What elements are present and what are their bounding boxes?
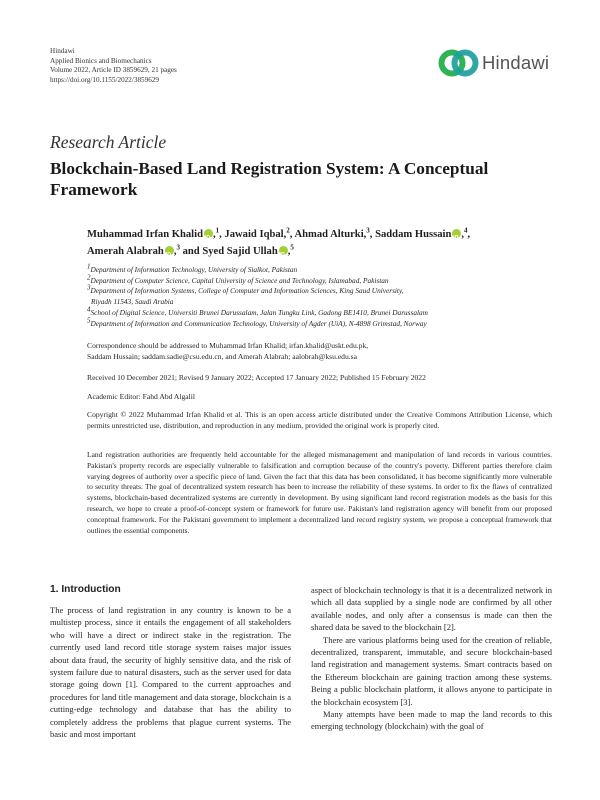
author-affiliation-number: 4 [464,226,468,235]
body-column-right [311,584,552,733]
article-dates: Received 10 December 2021; Revised 9 January 2022; Accepted 17 January 2022; Published 15 February 2022 [87,373,426,382]
affiliation [87,305,567,319]
publisher-name: Hindawi [50,47,75,55]
orcid-icon[interactable] [279,246,288,255]
affiliation-number: 5 [87,316,91,325]
body-paragraph: aspect of blockchain technology is that it is a decentralized network in which all data supplied by a single node are confirmed by all other available nodes, and only after a consensus is made can then the shared data be saved to the blockchain [2]. [311,585,552,633]
author-separator: , [369,229,376,240]
academic-editor: Academic Editor: Fahd Abd Algalil [87,392,195,401]
affiliation [87,283,567,297]
affiliation [87,262,567,276]
page-title: Blockchain-Based Land Registration System: A Conceptual Framework [50,159,489,199]
author-affiliation-number: 3 [366,226,370,235]
logo-text: Hindawi [482,52,550,73]
author-name: Amerah Alabrah [87,246,164,257]
affiliation-text: Department of Computer Science, Capital University of Science and Technology, Islamabad, Pakistan [90,275,389,285]
author-separator: , [467,229,471,240]
copyright-notice: Copyright © 2022 Muhammad Irfan Khalid et al. This is an open access article distributed under the Creative Commons Attribution License, which permits unrestricted use, distribution, and reproduction in any medium, provided the original work is properly cited. [87,410,552,430]
affiliation-text: School of Digital Science, Universiti Brunei Darussalam, Jalan Tungku Link, Gadong BE1410, Brunei Darussalam [90,307,428,317]
orcid-icon[interactable] [204,229,213,238]
body-column-left [50,604,291,740]
orcid-icon[interactable] [452,229,461,238]
affiliation [87,273,567,287]
volume-info: Volume 2022, Article ID 3859629, 21 pages [50,66,177,75]
correspondence-line: Correspondence should be addressed to Muhammad Irfan Khalid; irfan.khalid@uskt.edu.pk, [87,341,369,350]
journal-header [50,47,177,85]
author-name: Muhammad Irfan Khalid [87,229,203,240]
affiliation-number: 4 [87,305,91,314]
affiliation [87,316,567,330]
author-affiliation-number: 3 [176,243,180,252]
hindawi-logo [438,46,553,80]
author-separator: and [179,246,203,257]
correspondence [87,341,552,362]
author-name: Ahmad Alturki [294,229,364,240]
author-name: Syed Sajid Ullah [202,246,278,257]
author-affiliation-number: 1 [215,226,220,235]
article-type: Research Article [50,132,167,152]
author-affiliation-number: 5 [290,243,294,252]
affiliation-list [87,262,567,329]
abstract: Land registration authorities are frequently held accountable for the alleged mismanagement and manipulation of land records in various countries. Pakistan's property records are especially vulnerable to falsification and corruption because of the country's poverty. Different parties therefore claim varying degrees of authority over a specific piece of land. Given the fact that this data has been consolidated, it has become significantly more vulnerable to security threats. The goal of decentralized system research has been to increase the reliability of these systems. In order to fix the flaws of centralized systems, blockchain-based decentralized systems are currently in development. By using significant land record registration models as the basis for this research, we hope to create a proof-of-concept system or framework for future use. Pakistan's land registration agency will benefit from our proposed conceptual framework. For the Pakistani government to implement a decentralized land record registry system, we propose a conceptual framework that outlines the essential components. [87,450,552,535]
body-paragraph: There are various platforms being used for the creation of reliable, decentralized, transparent, immutable, and secure blockchain-based land registration and management systems. Smart contracts based on the Ethereum blockchain are gaining traction among these systems. Being a public blockchain platform, it allows anyone to participate in the blockchain ecosystem [3]. [311,634,552,707]
author-name: Saddam Hussain [375,229,452,240]
hindawi-logo-icon [438,46,480,80]
affiliation [87,297,567,308]
author-separator: , [219,229,225,240]
section-heading: 1. Introduction [50,584,121,595]
body-paragraph: The process of land registration in any country is known to be a multistep process, since it entails the engagement of all stakeholders who will have a direct or indirect stake in the registration. The currently used land record title storage system raises major issues about data fraud, the security of highly sensitive data, and the risk of system failure due to natural disasters, such as the server used for data storage going down [1]. Compared to the current approaches and procedures for land title management and data storage, blockchain is a cutting-edge technology and database that has the ability to completely address the problems that plague current systems. The basic and most important [50,605,291,740]
affiliation-number: 3 [87,283,91,292]
affiliation-text: Department of Information Systems, College of Computer and Information Sciences, King Saud University, [90,286,404,296]
orcid-icon[interactable] [165,246,174,255]
affiliation-text: Department of Information and Communication Technology, University of Agder (UiA), N-4898 Grimstad, Norway [90,318,427,328]
affiliation-text: Department of Information Technology, University of Sialkot, Pakistan [90,265,298,274]
affiliation-text: Riyadh 11543, Saudi Arabia [91,297,174,307]
doi-link[interactable]: https://doi.org/10.1155/2022/3859629 [50,75,160,84]
author-list: Muhammad Irfan KhalidiD ,$^1$, Jawaid Iqbal,$^2$, Ahmad Alturki,$^3$, Saddam HussainiD ,$^4$, Amerah AlabrahiD ,$^3$ and Syed Sajid UllahiD ,$^5$ [87,226,557,260]
author-separator: , [289,229,295,240]
journal-name: Applied Bionics and Biomechanics [50,56,152,65]
author-affiliation-number: 2 [286,226,290,235]
body-paragraph: Many attempts have been made to map the land records to this emerging technology (blockchain) with the goal of [311,709,552,732]
affiliation-number: 2 [87,273,91,282]
correspondence-line: Saddam Hussain; saddam.sadie@csu.edu.cn, and Amerah Alabrah; aalobrah@ksu.edu.sa [87,351,357,361]
author-name: Jawaid Iqbal [224,229,284,240]
affiliation-number: 1 [87,262,91,271]
